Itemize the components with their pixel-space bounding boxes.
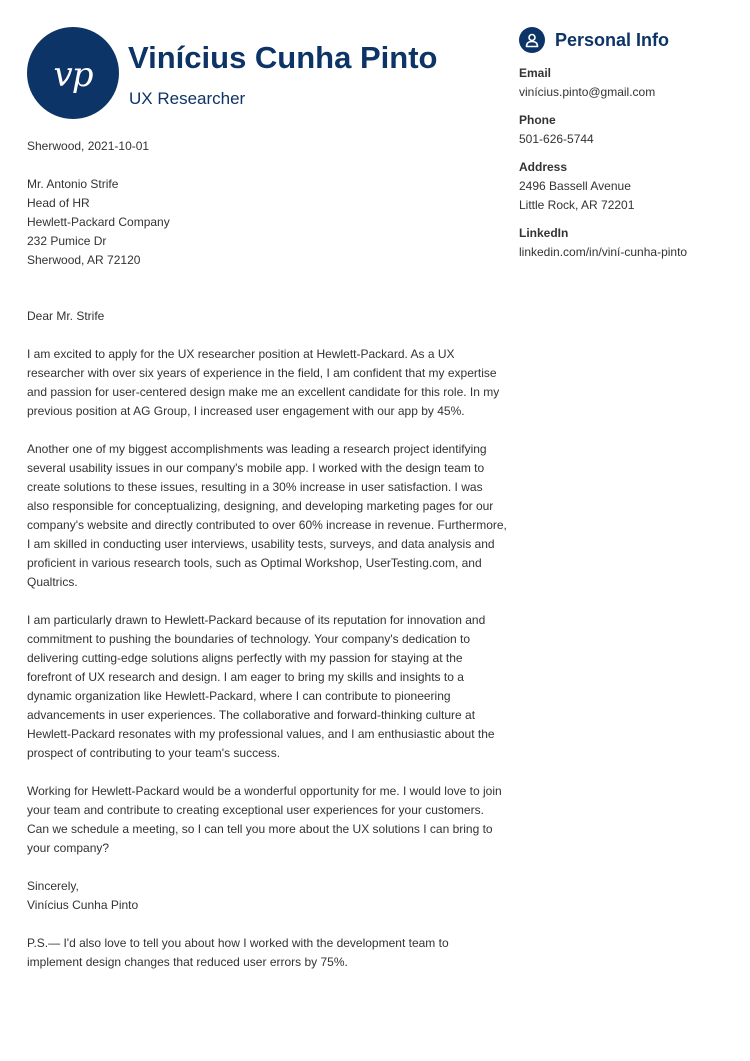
paragraph-call-to-action: Working for Hewlett-Packard would be a wonderful opportunity for me. I would love to join your team and contribute to creating exceptional user experiences for your customers. Can we schedule a meeting, so I can tell you more about the UX solutions I can bring to your company? <box>27 784 502 855</box>
personal-info-sidebar <box>519 26 734 271</box>
phone-group <box>519 111 734 149</box>
closing-block <box>27 877 507 915</box>
letter-date: Sherwood, 2021-10-01 <box>27 139 150 153</box>
recipient-company: Hewlett-Packard Company <box>27 215 170 229</box>
address-line-1: 2496 Bassell Avenue <box>519 179 631 193</box>
recipient-position: Head of HR <box>27 196 90 210</box>
address-label: Address <box>519 160 568 174</box>
email-label: Email <box>519 66 552 80</box>
recipient-block <box>27 175 507 270</box>
sidebar-title: Personal Info <box>555 29 670 50</box>
sidebar-header <box>519 26 734 54</box>
paragraph-motivation: I am particularly drawn to Hewlett-Packard because of its reputation for innovation and commitment to pushing the boundaries of technology. Your company's dedication to delivering cutting-edge solutions aligns perfectly with my passion for staying at the forefront of UX research and design. I am eager to bring my skills and insights to a dynamic organization like Hewlett-Packard, where I can contribute to pioneering advancements in user experiences. The collaborative and forward-thinking culture at Hewlett-Packard resonates with my professional values, and I am enthusiastic about the prospect of contributing to your team's success. <box>27 613 495 760</box>
paragraph-accomplishments: Another one of my biggest accomplishments was leading a research project identifying several usability issues in our company's mobile app. I worked with the design team to create solutions to these issues, resulting in a 30% increase in user satisfaction. I was also responsible for conceptualizing, designing, and developing marketing pages for our company's website and directly contributed to over 60% increase in revenue. Furthermore, I am skilled in conducting user interviews, usability tests, surveys, and data analysis and proficient in various research tools, such as Optimal Workshop, UserTesting.com, and Qualtrics. <box>27 442 507 589</box>
applicant-name: Vinícius Cunha Pinto <box>128 40 438 75</box>
address-group <box>519 158 734 215</box>
monogram-logo <box>27 27 119 119</box>
phone-value: 501-626-5744 <box>519 132 594 146</box>
closing: Sincerely, <box>27 879 79 893</box>
person-icon <box>519 27 545 53</box>
signature: Vinícius Cunha Pinto <box>27 898 139 912</box>
recipient-city: Sherwood, AR 72120 <box>27 253 141 267</box>
postscript: P.S.— I'd also love to tell you about how I worked with the development team to implement design changes that reduced user errors by 75%. <box>27 936 449 969</box>
linkedin-label: LinkedIn <box>519 226 569 240</box>
greeting: Dear Mr. Strife <box>27 309 105 323</box>
linkedin-value[interactable]: linkedin.com/in/viní-cunha-pinto <box>519 245 688 259</box>
monogram-initials: vp <box>53 55 93 95</box>
email-value[interactable]: vinícius.pinto@gmail.com <box>519 85 656 99</box>
address-line-2: Little Rock, AR 72201 <box>519 198 635 212</box>
recipient-name: Mr. Antonio Strife <box>27 177 119 191</box>
email-group <box>519 64 734 102</box>
phone-label: Phone <box>519 113 556 127</box>
letter-body <box>27 137 507 972</box>
linkedin-group <box>519 224 734 262</box>
recipient-street: 232 Pumice Dr <box>27 234 107 248</box>
applicant-title: UX Researcher <box>129 89 246 108</box>
paragraph-intro: I am excited to apply for the UX researcher position at Hewlett-Packard. As a UX researcher with over six years of experience in the field, I am confident that my expertise and passion for user-centered design make me an excellent candidate for this role. In my previous position at AG Group, I increased user engagement with our app by 45%. <box>27 347 500 418</box>
